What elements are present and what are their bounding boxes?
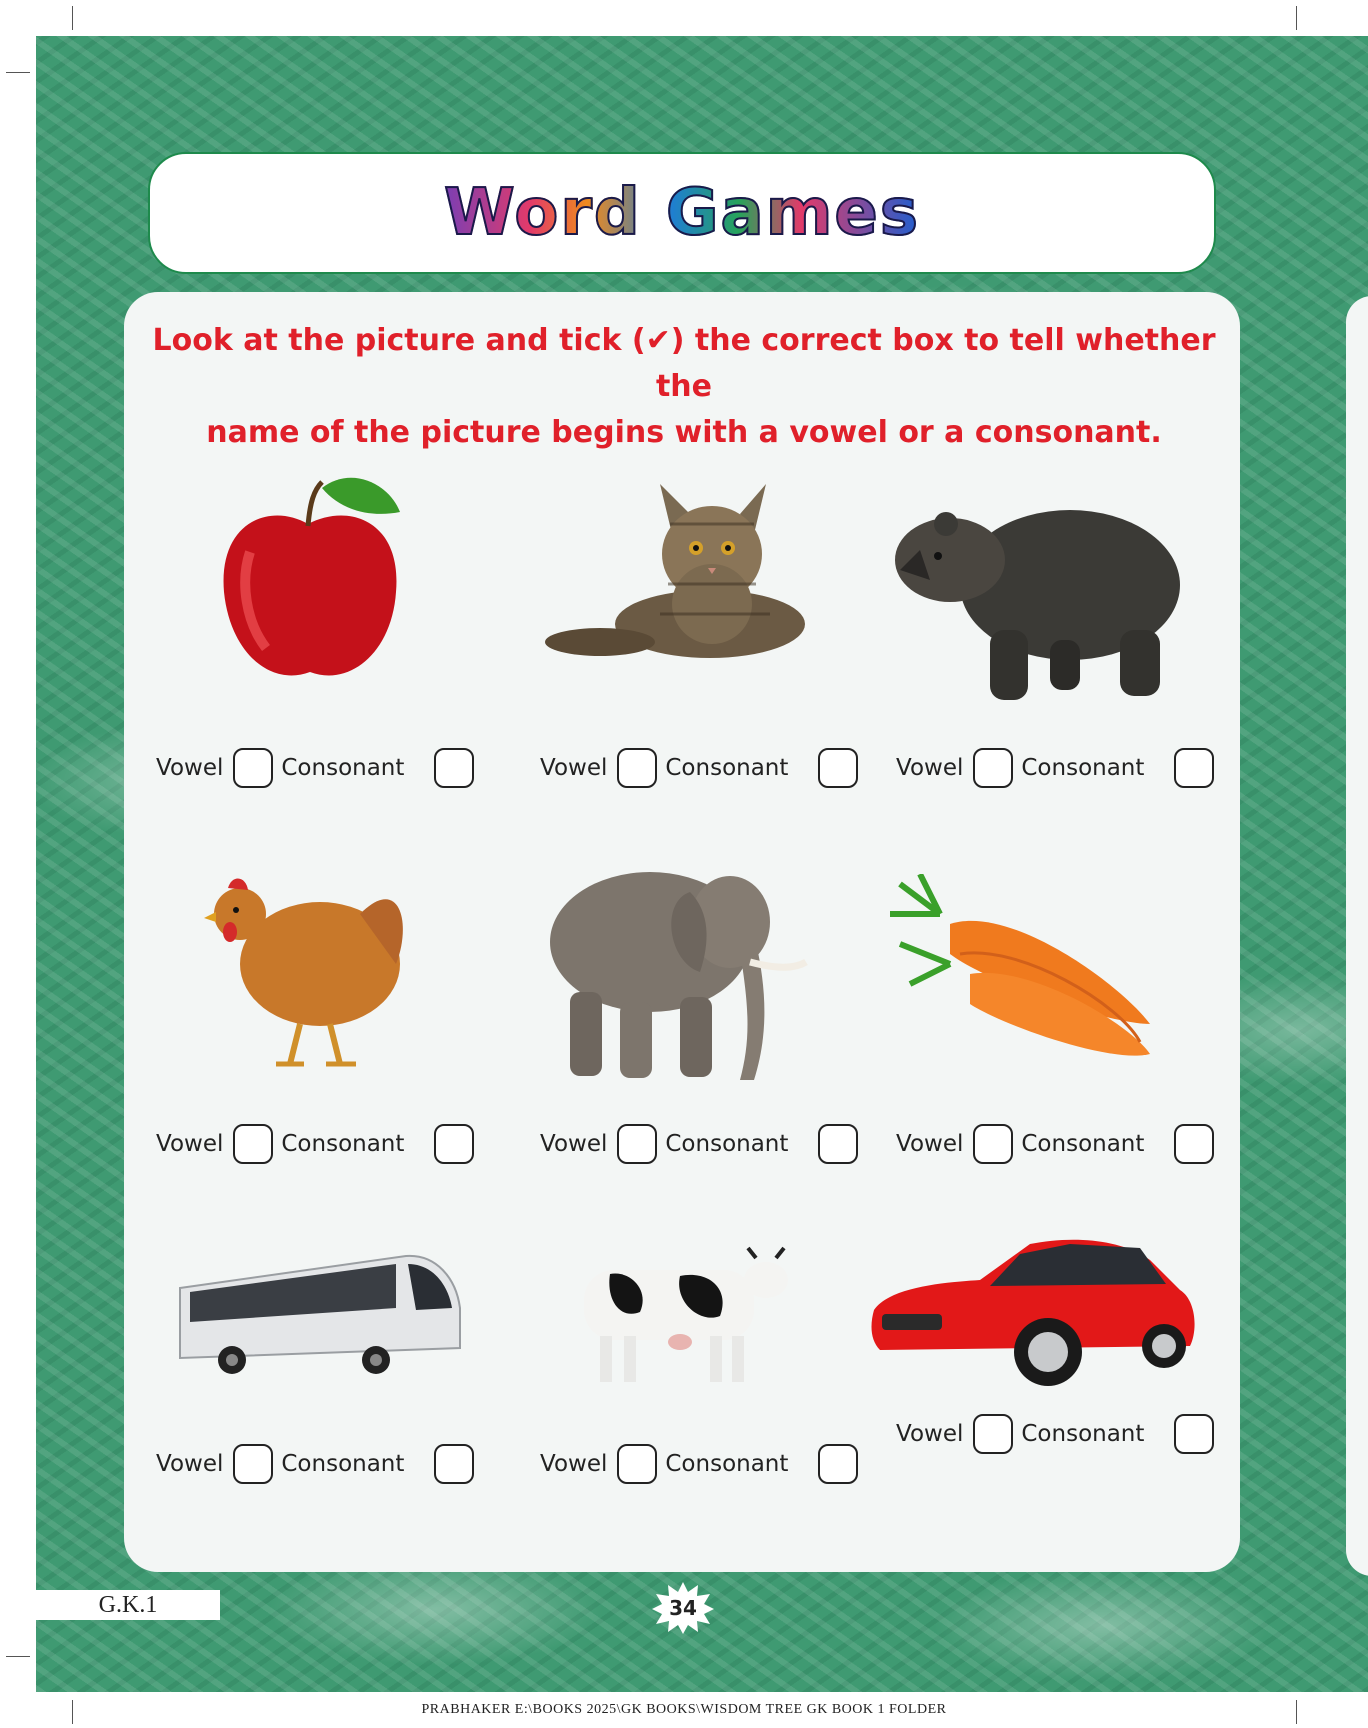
consonant-label: Consonant [281, 1131, 405, 1157]
vowel-label: Vowel [156, 1451, 224, 1477]
carrot-icon [880, 874, 1170, 1064]
footer-path: PRABHAKER E:\BOOKS 2025\GK BOOKS\WISDOM TREE GK BOOK 1 FOLDER [421, 1702, 947, 1717]
consonant-checkbox[interactable] [434, 748, 474, 788]
cat-icon [540, 484, 810, 664]
vowel-checkbox[interactable] [233, 748, 273, 788]
item-9-options [896, 1414, 1214, 1454]
vowel-checkbox[interactable] [233, 1124, 273, 1164]
vowel-label: Vowel [540, 755, 608, 781]
hen-icon [200, 864, 420, 1074]
consonant-checkbox[interactable] [434, 1444, 474, 1484]
instruction-line-2: name of the picture begins with a vowel or a consonant. [206, 415, 1162, 450]
bus-icon [176, 1248, 466, 1378]
elephant-icon [540, 852, 810, 1092]
vowel-label: Vowel [896, 755, 964, 781]
consonant-label: Consonant [665, 755, 789, 781]
vowel-label: Vowel [540, 1131, 608, 1157]
vowel-checkbox[interactable] [973, 748, 1013, 788]
item-4-options [156, 1124, 474, 1164]
consonant-label: Consonant [665, 1451, 789, 1477]
consonant-checkbox[interactable] [818, 1444, 858, 1484]
vowel-checkbox[interactable] [233, 1444, 273, 1484]
next-page-edge [1346, 296, 1368, 1576]
vowel-label: Vowel [156, 755, 224, 781]
consonant-label: Consonant [281, 755, 405, 781]
vowel-label: Vowel [896, 1421, 964, 1447]
vowel-checkbox[interactable] [617, 1124, 657, 1164]
consonant-checkbox[interactable] [1174, 1414, 1214, 1454]
consonant-checkbox[interactable] [818, 748, 858, 788]
book-label: G.K.1 [36, 1590, 220, 1620]
vowel-checkbox[interactable] [617, 1444, 657, 1484]
item-1-options [156, 748, 474, 788]
cow-icon [570, 1240, 800, 1390]
instruction-line-1: Look at the picture and tick (✔) the correct box to tell whether the [152, 323, 1216, 404]
item-6-options [896, 1124, 1214, 1164]
item-8-options [540, 1444, 858, 1484]
item-2-options [540, 748, 858, 788]
instruction-text [150, 318, 1218, 456]
consonant-label: Consonant [1021, 1421, 1145, 1447]
consonant-checkbox[interactable] [1174, 1124, 1214, 1164]
item-3-options [896, 748, 1214, 788]
vowel-checkbox[interactable] [617, 748, 657, 788]
vowel-label: Vowel [156, 1131, 224, 1157]
item-5-options [540, 1124, 858, 1164]
consonant-label: Consonant [665, 1131, 789, 1157]
page-title: Word Games [444, 176, 920, 250]
apple-icon [210, 472, 410, 692]
consonant-checkbox[interactable] [818, 1124, 858, 1164]
consonant-label: Consonant [1021, 755, 1145, 781]
bear-icon [890, 490, 1190, 710]
vowel-checkbox[interactable] [973, 1414, 1013, 1454]
crop-mark [6, 1656, 30, 1657]
crop-mark [1296, 6, 1297, 30]
page-number-badge [652, 1582, 714, 1634]
consonant-label: Consonant [1021, 1131, 1145, 1157]
page-number: 34 [669, 1596, 697, 1620]
car-icon [870, 1230, 1200, 1390]
vowel-checkbox[interactable] [973, 1124, 1013, 1164]
crop-mark [72, 6, 73, 30]
item-7-options [156, 1444, 474, 1484]
consonant-checkbox[interactable] [1174, 748, 1214, 788]
title-banner [148, 152, 1216, 274]
crop-mark [6, 72, 30, 73]
vowel-label: Vowel [896, 1131, 964, 1157]
vowel-label: Vowel [540, 1451, 608, 1477]
consonant-checkbox[interactable] [434, 1124, 474, 1164]
consonant-label: Consonant [281, 1451, 405, 1477]
